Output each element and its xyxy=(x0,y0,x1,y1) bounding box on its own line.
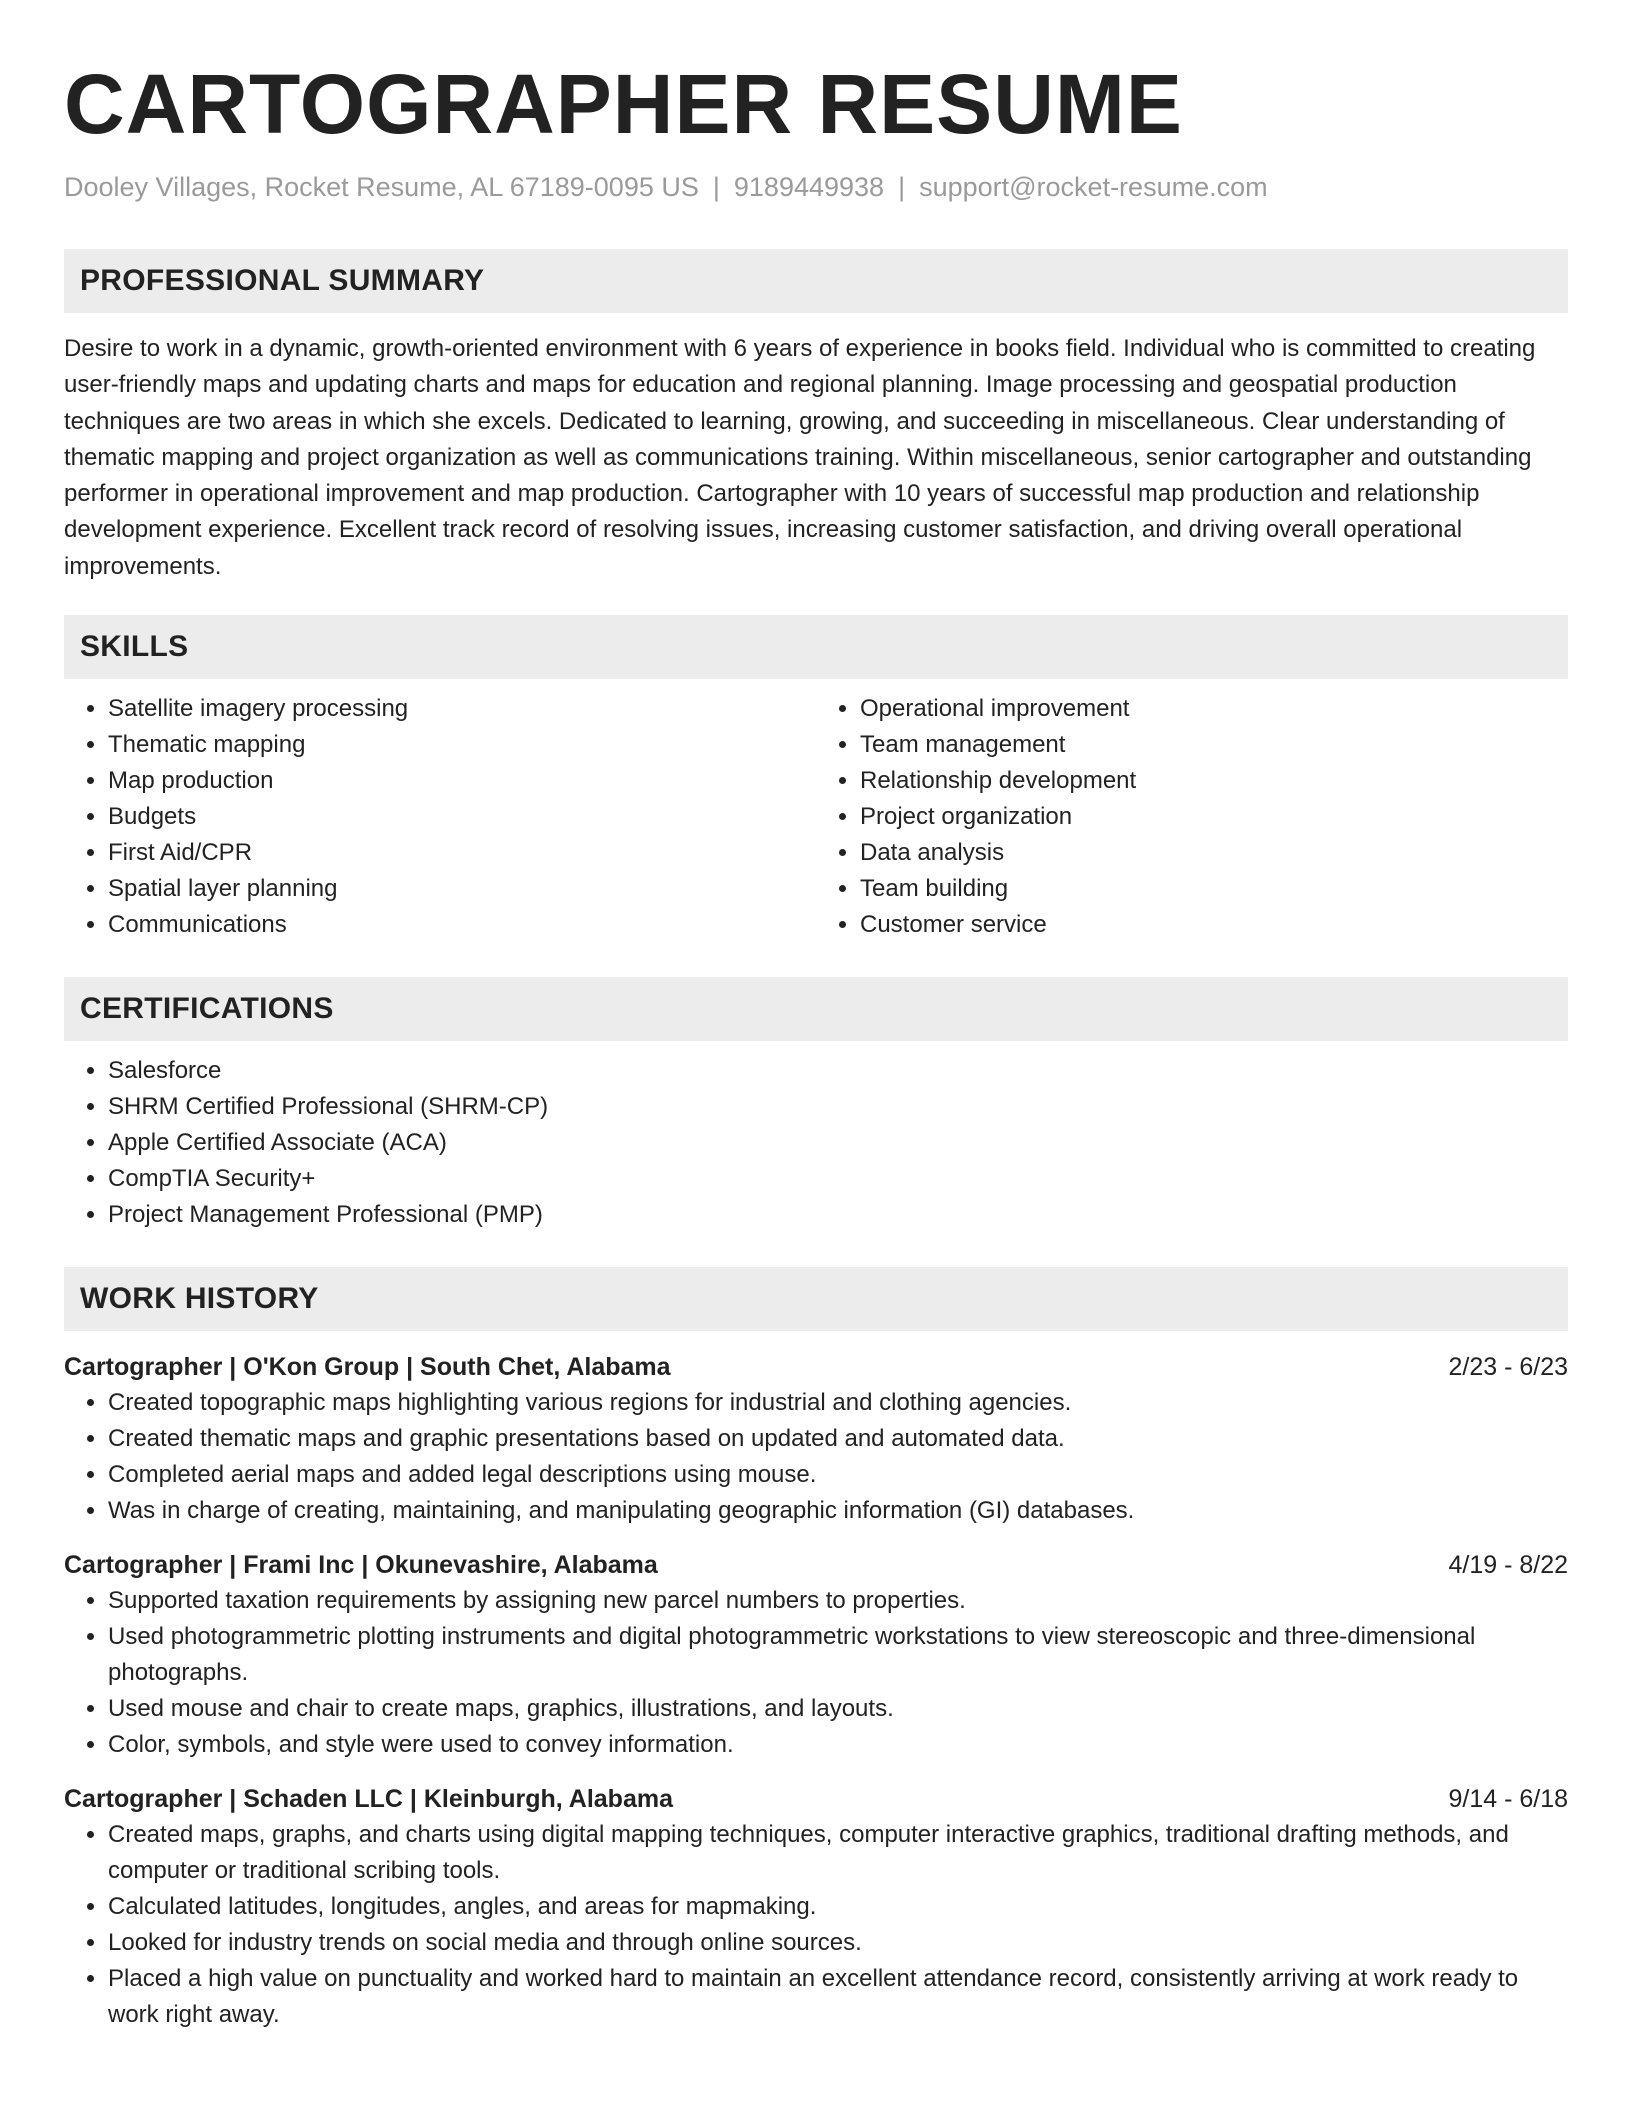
job-header xyxy=(64,1781,1568,1817)
list-item: • SHRM Certified Professional (SHRM-CP) xyxy=(108,1089,1568,1125)
list-item: • Apple Certified Associate (ACA) xyxy=(108,1125,1568,1161)
list-item: • Team management xyxy=(860,727,1568,763)
contact-separator: | xyxy=(712,172,720,202)
contact-phone: 9189449938 xyxy=(733,172,885,202)
list-item: • Used mouse and chair to create maps, graphics, illustrations, and layouts. xyxy=(108,1691,1568,1727)
skills-grid xyxy=(64,691,1568,943)
resume-title: CARTOGRAPHER RESUME xyxy=(64,57,1183,151)
job-dates: 4/19 - 8/22 xyxy=(1448,1551,1568,1580)
job-title: Cartographer | Frami Inc | Okunevashire, Alabama xyxy=(64,1551,658,1580)
list-item: • Project Management Professional (PMP) xyxy=(108,1197,1568,1233)
list-item: • Budgets xyxy=(108,799,816,835)
job-entry xyxy=(64,1547,1568,1763)
list-item: • Operational improvement xyxy=(860,691,1568,727)
list-item: • Map production xyxy=(108,763,816,799)
list-item: • Created thematic maps and graphic presentations based on updated and automated data. xyxy=(108,1421,1568,1457)
list-item: • Color, symbols, and style were used to convey information. xyxy=(108,1727,1568,1763)
list-item: • Satellite imagery processing xyxy=(108,691,816,727)
list-item: • Used photogrammetric plotting instruments and digital photogrammetric workstations to view stereoscopic and three-dimensional photographs. xyxy=(108,1619,1568,1691)
list-item: • Supported taxation requirements by assigning new parcel numbers to properties. xyxy=(108,1583,1568,1619)
skills-list-left xyxy=(64,691,816,943)
list-item: • Spatial layer planning xyxy=(108,871,816,907)
list-item: • First Aid/CPR xyxy=(108,835,816,871)
list-item: • Was in charge of creating, maintaining, and manipulating geographic information (GI) databases. xyxy=(108,1493,1568,1529)
section-header-work-history: WORK HISTORY xyxy=(64,1267,1568,1331)
contact-email: support@rocket-resume.com xyxy=(919,172,1268,202)
list-item: • CompTIA Security+ xyxy=(108,1161,1568,1197)
contact-address: Dooley Villages, Rocket Resume, AL 67189-0095 US xyxy=(64,172,699,202)
list-item: • Created topographic maps highlighting various regions for industrial and clothing agencies. xyxy=(108,1385,1568,1421)
job-header xyxy=(64,1349,1568,1385)
list-item: • Team building xyxy=(860,871,1568,907)
job-entry xyxy=(64,1349,1568,1529)
contact-line xyxy=(64,170,1568,204)
job-title: Cartographer | Schaden LLC | Kleinburgh, Alabama xyxy=(64,1785,673,1814)
list-item: • Calculated latitudes, longitudes, angles, and areas for mapmaking. xyxy=(108,1889,1568,1925)
list-item: • Completed aerial maps and added legal descriptions using mouse. xyxy=(108,1457,1568,1493)
job-bullets xyxy=(64,1385,1568,1529)
list-item: • Communications xyxy=(108,907,816,943)
list-item: • Looked for industry trends on social media and through online sources. xyxy=(108,1925,1568,1961)
job-dates: 2/23 - 6/23 xyxy=(1448,1353,1568,1382)
job-bullets xyxy=(64,1583,1568,1763)
list-item: • Relationship development xyxy=(860,763,1568,799)
job-entry xyxy=(64,1781,1568,2033)
list-item: • Placed a high value on punctuality and worked hard to maintain an excellent attendance record, consistently arriving at work ready to work right away. xyxy=(108,1961,1568,2033)
section-header-skills: SKILLS xyxy=(64,615,1568,679)
list-item: • Data analysis xyxy=(860,835,1568,871)
section-header-certifications: CERTIFICATIONS xyxy=(64,977,1568,1041)
contact-separator: | xyxy=(898,172,906,202)
skills-list-right xyxy=(816,691,1568,943)
list-item: • Customer service xyxy=(860,907,1568,943)
summary-text: Desire to work in a dynamic, growth-oriented environment with 6 years of experience in books field. Individual who is committed to creating user-friendly maps and updating charts and maps for education and regional planning. Image processing and geospatial production techniques are two areas in which she excels. Dedicated to learning, growing, and succeeding in miscellaneous. Clear understanding of thematic mapping and project organization as well as communications training. Within miscellaneous, senior cartographer and outstanding performer in operational improvement and map production. Cartographer with 10 years of successful map production and relationship development experience. Excellent track record of resolving issues, increasing customer satisfaction, and driving overall operational improvements. xyxy=(64,335,1536,580)
list-item: • Thematic mapping xyxy=(108,727,816,763)
list-item: • Project organization xyxy=(860,799,1568,835)
certifications-list xyxy=(64,1053,1568,1233)
section-header-summary: PROFESSIONAL SUMMARY xyxy=(64,249,1568,313)
job-header xyxy=(64,1547,1568,1583)
job-bullets xyxy=(64,1817,1568,2033)
list-item: • Created maps, graphs, and charts using digital mapping techniques, computer interactive graphics, traditional drafting methods, and computer or traditional scribing tools. xyxy=(108,1817,1568,1889)
job-title: Cartographer | O'Kon Group | South Chet, Alabama xyxy=(64,1353,671,1382)
list-item: • Salesforce xyxy=(108,1053,1568,1089)
job-dates: 9/14 - 6/18 xyxy=(1448,1785,1568,1814)
